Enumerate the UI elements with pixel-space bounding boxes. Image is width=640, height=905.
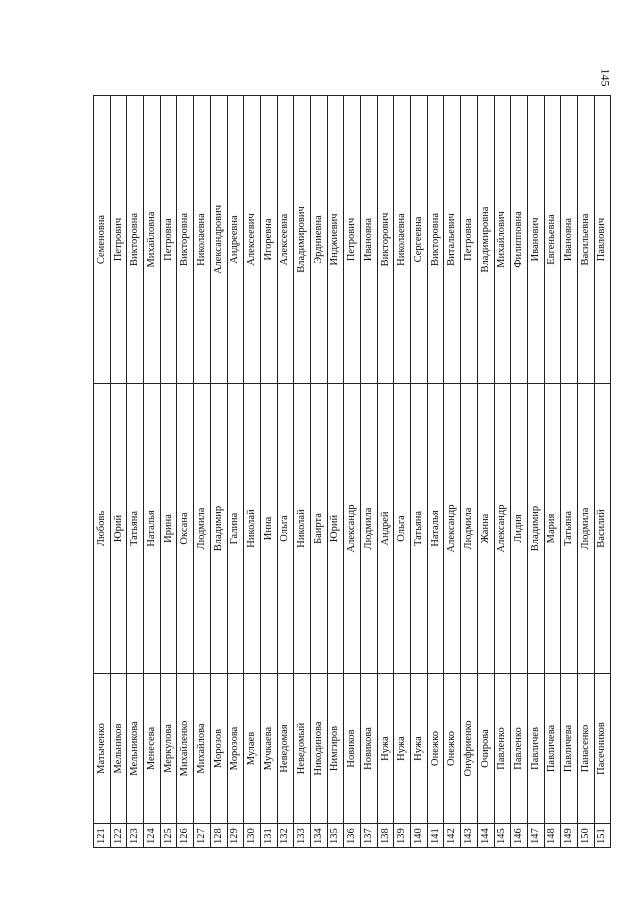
surname-cell: Мельников (110, 674, 127, 824)
table-row (127, 96, 144, 848)
persons-table (93, 95, 611, 848)
surname-cell: Новиков (344, 674, 361, 824)
table-row (394, 96, 411, 848)
first-name-cell: Любовь (94, 384, 111, 674)
first-name-cell: Александр (444, 384, 461, 674)
surname-cell: Павленко (494, 674, 511, 824)
patronymic-cell: Эрдниевна (310, 96, 327, 384)
table-row (544, 96, 561, 848)
table-row (277, 96, 294, 848)
table-row (494, 96, 511, 848)
first-name-cell: Николай (244, 384, 261, 674)
table-row (594, 96, 611, 848)
surname-cell: Онуфриенко (461, 674, 478, 824)
surname-cell: Пасечников (594, 674, 611, 824)
table-container (93, 96, 608, 848)
table-row (227, 96, 244, 848)
row-number-cell: 151 (594, 824, 611, 848)
patronymic-cell: Игоревна (260, 96, 277, 384)
table-row (577, 96, 594, 848)
patronymic-cell: Филипповна (511, 96, 528, 384)
first-name-cell: Ольга (277, 384, 294, 674)
first-name-cell: Татьяна (561, 384, 578, 674)
table-row (527, 96, 544, 848)
table-row (110, 96, 127, 848)
surname-cell: Меркулова (160, 674, 177, 824)
table-row (94, 96, 111, 848)
patronymic-cell: Александрович (210, 96, 227, 384)
first-name-cell: Жанна (477, 384, 494, 674)
row-number-cell: 138 (377, 824, 394, 848)
row-number-cell: 148 (544, 824, 561, 848)
row-number-cell: 129 (227, 824, 244, 848)
row-number-cell: 133 (294, 824, 311, 848)
row-number-cell: 130 (244, 824, 261, 848)
surname-cell: Онежко (444, 674, 461, 824)
first-name-cell: Владимир (210, 384, 227, 674)
surname-cell: Мельникова (127, 674, 144, 824)
row-number-cell: 140 (411, 824, 428, 848)
first-name-cell: Владимир (527, 384, 544, 674)
patronymic-cell: Васильевна (577, 96, 594, 384)
surname-cell: Нужа (377, 674, 394, 824)
patronymic-cell: Витальевич (444, 96, 461, 384)
surname-cell: Павличева (561, 674, 578, 824)
surname-cell: Мулаев (244, 674, 261, 824)
persons-table-body (94, 96, 611, 848)
first-name-cell: Юрий (110, 384, 127, 674)
patronymic-cell: Ивановна (361, 96, 378, 384)
first-name-cell: Галина (227, 384, 244, 674)
first-name-cell: Лидия (511, 384, 528, 674)
surname-cell: Павленко (511, 674, 528, 824)
patronymic-cell: Петрович (110, 96, 127, 384)
row-number-cell: 147 (527, 824, 544, 848)
row-number-cell: 132 (277, 824, 294, 848)
patronymic-cell: Алексеевич (244, 96, 261, 384)
row-number-cell: 149 (561, 824, 578, 848)
row-number-cell: 144 (477, 824, 494, 848)
patronymic-cell: Михайлович (494, 96, 511, 384)
table-row (477, 96, 494, 848)
row-number-cell: 125 (160, 824, 177, 848)
surname-cell: Михайлова (194, 674, 211, 824)
patronymic-cell: Андреевна (227, 96, 244, 384)
row-number-cell: 121 (94, 824, 111, 848)
patronymic-cell: Семеновна (94, 96, 111, 384)
surname-cell: Менесева (144, 674, 161, 824)
table-row (194, 96, 211, 848)
row-number-cell: 145 (494, 824, 511, 848)
first-name-cell: Наталья (144, 384, 161, 674)
surname-cell: Панасенко (577, 674, 594, 824)
surname-cell: Мучкаева (260, 674, 277, 824)
table-row (461, 96, 478, 848)
patronymic-cell: Алексеевна (277, 96, 294, 384)
first-name-cell: Александр (344, 384, 361, 674)
table-row (210, 96, 227, 848)
row-number-cell: 134 (310, 824, 327, 848)
rotated-table-frame (93, 96, 608, 848)
first-name-cell: Людмила (361, 384, 378, 674)
surname-cell: Неведомая (277, 674, 294, 824)
row-number-cell: 143 (461, 824, 478, 848)
table-row (511, 96, 528, 848)
first-name-cell: Мария (544, 384, 561, 674)
row-number-cell: 122 (110, 824, 127, 848)
row-number-cell: 136 (344, 824, 361, 848)
patronymic-cell: Ивановна (561, 96, 578, 384)
row-number-cell: 141 (427, 824, 444, 848)
patronymic-cell: Викторовна (127, 96, 144, 384)
surname-cell: Морозов (210, 674, 227, 824)
table-row (310, 96, 327, 848)
first-name-cell: Людмила (461, 384, 478, 674)
surname-cell: Павличев (527, 674, 544, 824)
surname-cell: Матыченко (94, 674, 111, 824)
patronymic-cell: Николаевна (194, 96, 211, 384)
row-number-cell: 146 (511, 824, 528, 848)
patronymic-cell: Михайловна (144, 96, 161, 384)
row-number-cell: 126 (177, 824, 194, 848)
surname-cell: Нужа (394, 674, 411, 824)
patronymic-cell: Николаевна (394, 96, 411, 384)
surname-cell: Нужа (411, 674, 428, 824)
first-name-cell: Ольга (394, 384, 411, 674)
first-name-cell: Василий (594, 384, 611, 674)
table-row (294, 96, 311, 848)
patronymic-cell: Сергеевна (411, 96, 428, 384)
first-name-cell: Инна (260, 384, 277, 674)
table-row (561, 96, 578, 848)
row-number-cell: 127 (194, 824, 211, 848)
first-name-cell: Татьяна (127, 384, 144, 674)
row-number-cell: 131 (260, 824, 277, 848)
row-number-cell: 137 (361, 824, 378, 848)
first-name-cell: Ирина (160, 384, 177, 674)
row-number-cell: 135 (327, 824, 344, 848)
first-name-cell: Александр (494, 384, 511, 674)
surname-cell: Новикова (361, 674, 378, 824)
first-name-cell: Татьяна (411, 384, 428, 674)
patronymic-cell: Викторовна (427, 96, 444, 384)
surname-cell: Никодинова (310, 674, 327, 824)
patronymic-cell: Владимировна (477, 96, 494, 384)
patronymic-cell: Иванович (527, 96, 544, 384)
table-row (260, 96, 277, 848)
patronymic-cell: Владимирович (294, 96, 311, 384)
row-number-cell: 150 (577, 824, 594, 848)
table-row (177, 96, 194, 848)
table-row (244, 96, 261, 848)
patronymic-cell: Евгеньевна (544, 96, 561, 384)
first-name-cell: Николай (294, 384, 311, 674)
row-number-cell: 123 (127, 824, 144, 848)
surname-cell: Михайленко (177, 674, 194, 824)
surname-cell: Неведомый (294, 674, 311, 824)
surname-cell: Нимгиров (327, 674, 344, 824)
patronymic-cell: Петровна (160, 96, 177, 384)
surname-cell: Онежко (427, 674, 444, 824)
first-name-cell: Баирта (310, 384, 327, 674)
surname-cell: Морозова (227, 674, 244, 824)
first-name-cell: Оксана (177, 384, 194, 674)
table-row (361, 96, 378, 848)
table-row (327, 96, 344, 848)
table-row (144, 96, 161, 848)
row-number-cell: 124 (144, 824, 161, 848)
first-name-cell: Юрий (327, 384, 344, 674)
table-row (344, 96, 361, 848)
patronymic-cell: Викторовна (177, 96, 194, 384)
patronymic-cell: Петрович (344, 96, 361, 384)
first-name-cell: Андрей (377, 384, 394, 674)
patronymic-cell: Инджиевич (327, 96, 344, 384)
first-name-cell: Наталья (427, 384, 444, 674)
table-row (444, 96, 461, 848)
first-name-cell: Людмила (194, 384, 211, 674)
table-row (427, 96, 444, 848)
table-row (377, 96, 394, 848)
page-number: 145 (598, 68, 613, 87)
row-number-cell: 139 (394, 824, 411, 848)
table-row (411, 96, 428, 848)
row-number-cell: 142 (444, 824, 461, 848)
patronymic-cell: Павлович (594, 96, 611, 384)
patronymic-cell: Викторович (377, 96, 394, 384)
surname-cell: Очирова (477, 674, 494, 824)
first-name-cell: Людмила (577, 384, 594, 674)
row-number-cell: 128 (210, 824, 227, 848)
table-row (160, 96, 177, 848)
patronymic-cell: Петровна (461, 96, 478, 384)
surname-cell: Павличева (544, 674, 561, 824)
